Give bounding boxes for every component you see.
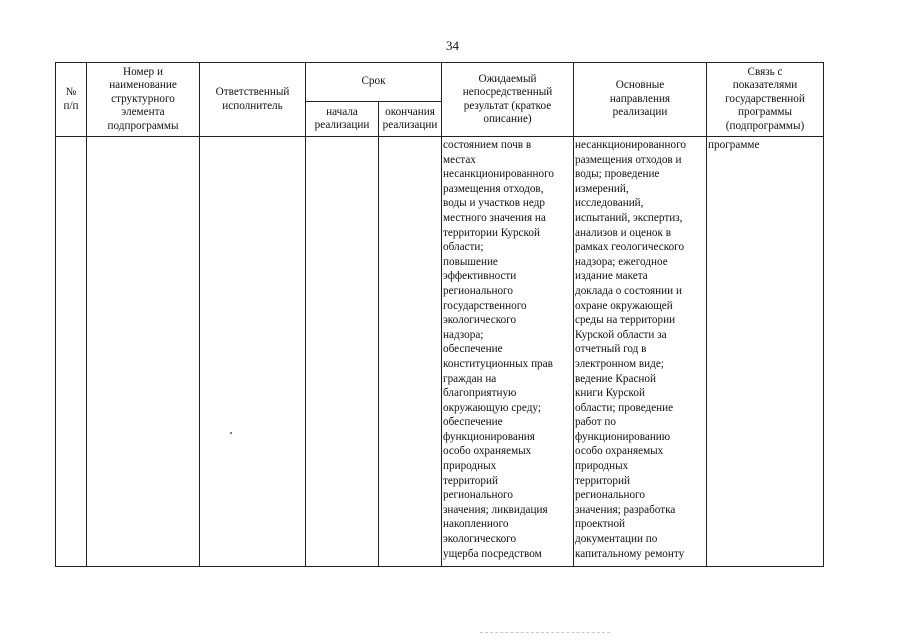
header-term-start: начала реализации bbox=[306, 102, 379, 137]
cell-name bbox=[87, 137, 200, 567]
scan-speck bbox=[230, 432, 232, 434]
cell-directions: несанкционированного размещения отходов и воды; проведение измерений, исследований, испытаний, экспертиз, анализов и оценок в рамках геологического надзора; ежегодное издание макета доклада о состоянии и охране окружающей среды на территории Курской области за отчетный год в электронном виде; ведение Красной книги Курской области; проведение работ по функционированию особо охраняемых природных территорий регионального значения; разработка проектной документации по капитальному ремонту bbox=[574, 137, 707, 567]
header-row-top bbox=[56, 63, 824, 102]
page-number: 34 bbox=[446, 38, 459, 53]
table-row bbox=[56, 137, 824, 567]
cell-num bbox=[56, 137, 87, 567]
program-table bbox=[55, 62, 824, 567]
cell-term-end bbox=[379, 137, 442, 567]
cell-result: состоянием почв в местах несанкционированного размещения отходов, воды и участков недр местного значения на территории Курской области; повышение эффективности регионального государственного экологического надзора; обеспечение конституционных прав граждан на благоприятную окружающую среду; обеспечение функционирования особо охраняемых природных территорий регионального значения; ликвидация накопленного экологического ущерба посредством bbox=[442, 137, 574, 567]
header-num: № п/п bbox=[56, 63, 87, 137]
cell-term-start bbox=[306, 137, 379, 567]
header-executor: Ответственный исполнитель bbox=[200, 63, 306, 137]
header-link: Связь с показателями государственной программы (подпрограммы) bbox=[707, 63, 824, 137]
cell-executor bbox=[200, 137, 306, 567]
cell-link: программе bbox=[707, 137, 824, 567]
scan-artifact-line bbox=[480, 632, 610, 634]
header-term: Срок bbox=[306, 63, 442, 102]
header-name: Номер и наименование структурного элемента подпрограммы bbox=[87, 63, 200, 137]
header-term-end: окончания реализации bbox=[379, 102, 442, 137]
header-directions: Основные направления реализации bbox=[574, 63, 707, 137]
header-result: Ожидаемый непосредственный результат (краткое описание) bbox=[442, 63, 574, 137]
